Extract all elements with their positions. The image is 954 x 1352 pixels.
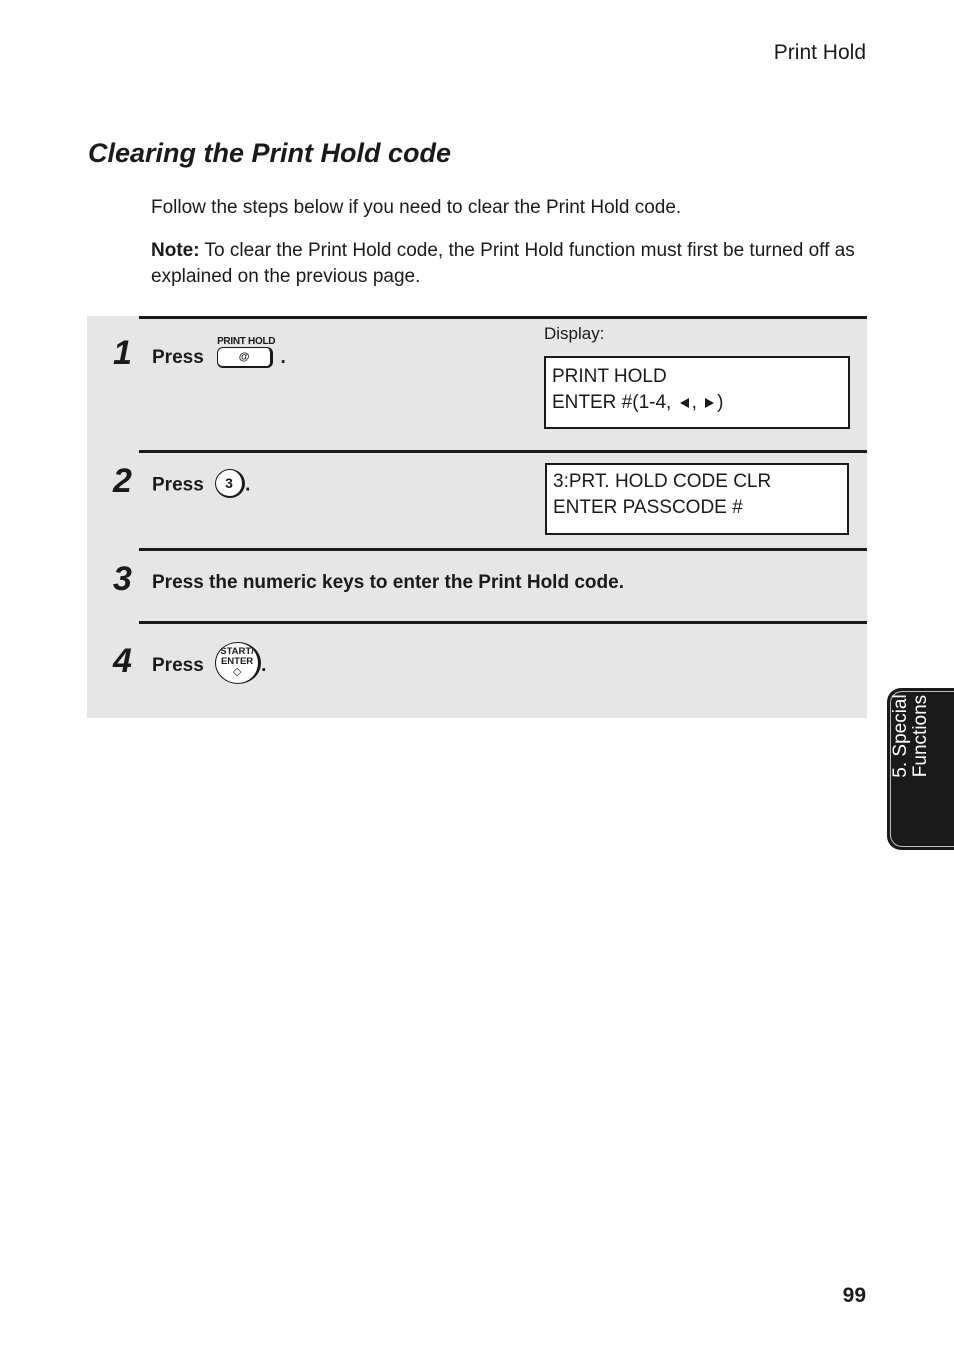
step-number: 2: [113, 462, 132, 500]
press-label: Press: [152, 655, 204, 677]
note-label: Note:: [151, 240, 200, 261]
start-enter-key: [215, 642, 261, 684]
lcd-2-line-2: ENTER PASSCODE #: [553, 497, 743, 518]
chapter-tab-label: [891, 656, 931, 816]
chapter-tab-line-1: 5. Special: [890, 694, 911, 778]
step-2-instruction: [152, 471, 250, 500]
lcd-display-2: [545, 463, 849, 535]
lcd-display-1: [544, 356, 850, 429]
right-arrow-icon: [705, 398, 714, 408]
running-header: Print Hold: [773, 41, 866, 64]
step-3-instruction: Press the numeric keys to enter the Print Hold code.: [152, 572, 624, 593]
step-number: 4: [113, 642, 132, 680]
left-arrow-icon: [680, 398, 689, 408]
chapter-tab-line-2: Functions: [910, 694, 931, 778]
intro-paragraph: Follow the steps below if you need to clear the Print Hold code.: [151, 197, 682, 218]
chapter-tab: [887, 688, 954, 850]
start-diamond-icon: ◇: [232, 666, 242, 678]
lcd-2-line-1: 3:PRT. HOLD CODE CLR: [553, 471, 772, 492]
step-suffix: .: [261, 655, 267, 677]
lcd-1-line-2-prefix: ENTER #(1-4,: [552, 392, 672, 413]
lcd-1-line-2: [552, 390, 842, 416]
lcd-1-line-2-separator: ,: [691, 392, 697, 413]
lcd-1-line-2-suffix: ): [717, 392, 724, 413]
step-4-instruction: [152, 645, 266, 687]
step-number: 1: [113, 334, 132, 372]
lcd-1-line-1: PRINT HOLD: [552, 366, 667, 387]
steps-panel: [87, 316, 867, 718]
at-key-symbol: @: [217, 347, 273, 368]
start-key-line-1: START/: [220, 646, 254, 657]
step-divider: [139, 548, 867, 551]
note-text: To clear the Print Hold code, the Print Hold function must first be turned off as explained on the previous page.: [151, 240, 855, 287]
step-divider: [139, 621, 867, 624]
start-key-line-2: ENTER: [220, 656, 254, 667]
section-title: Clearing the Print Hold code: [88, 138, 452, 168]
number-3-key: 3: [215, 469, 245, 498]
press-label: Press: [152, 474, 204, 496]
step-suffix: .: [280, 347, 286, 369]
step-1-instruction: [152, 336, 286, 374]
print-hold-key-caption: PRINT HOLD: [217, 336, 276, 347]
press-label: Press: [152, 347, 204, 369]
display-label: Display:: [544, 324, 605, 343]
step-divider: [139, 450, 867, 453]
page-number: 99: [842, 1284, 866, 1307]
step-number: 3: [113, 560, 132, 598]
print-hold-key: [217, 336, 275, 368]
step-suffix: .: [245, 474, 251, 496]
note-paragraph: [151, 238, 861, 290]
step-divider: [139, 316, 867, 319]
